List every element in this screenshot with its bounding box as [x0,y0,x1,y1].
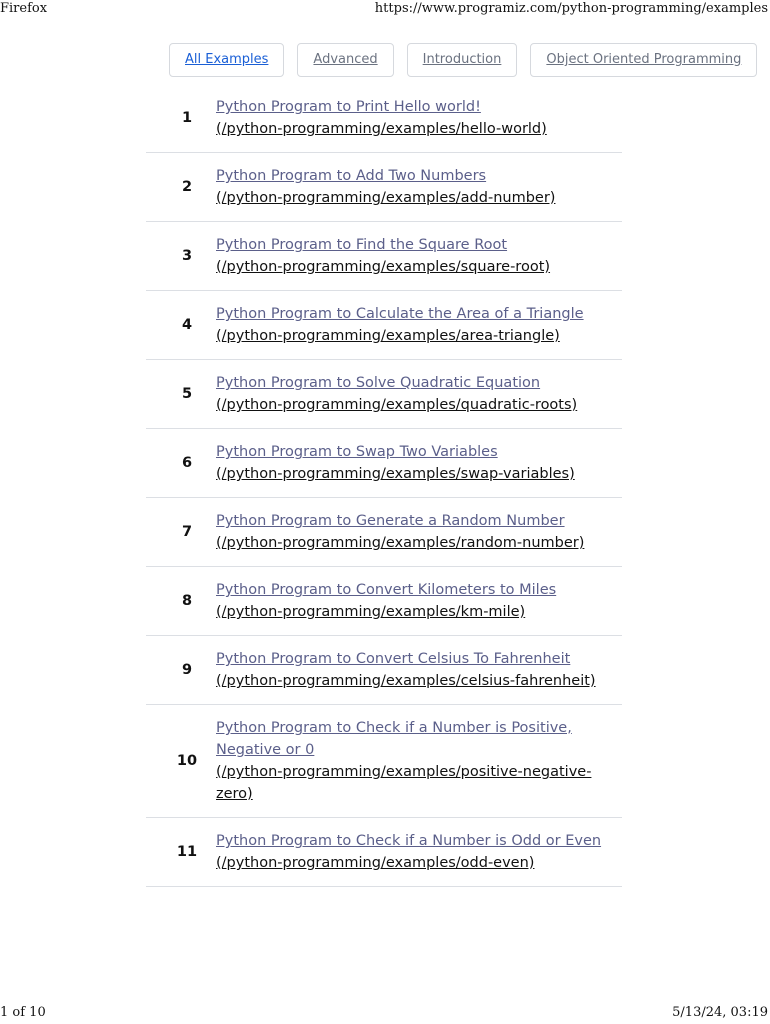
tab-object-oriented[interactable]: Object Oriented Programming [530,43,757,77]
list-item [146,567,622,636]
example-number: 6 [181,455,193,471]
list-item [146,705,622,818]
example-number: 10 [176,753,198,769]
example-number: 3 [181,248,193,264]
example-url-link[interactable]: (/python-programming/examples/swap-variables) [216,466,575,482]
tab-all-examples[interactable]: All Examples [169,43,284,77]
tab-advanced[interactable]: Advanced [297,43,393,77]
example-url-link[interactable]: (/python-programming/examples/km-mile) [216,604,526,620]
examples-list [146,84,622,887]
example-number: 5 [181,386,193,402]
example-number: 7 [181,524,193,540]
example-number: 2 [181,179,193,195]
category-tabs [169,43,742,77]
example-number: 9 [181,662,193,678]
list-item [146,222,622,291]
example-title-link[interactable]: Python Program to Convert Kilometers to Miles [216,582,557,598]
print-header [0,0,768,20]
list-item [146,84,622,153]
page-count: 1 of 10 [0,1005,46,1020]
example-title-link[interactable]: Python Program to Add Two Numbers [216,168,487,184]
list-item [146,636,622,705]
example-title-link[interactable]: Python Program to Check if a Number is Odd or Even [216,833,602,849]
print-footer [0,1004,768,1024]
example-url-link[interactable]: (/python-programming/examples/quadratic-roots) [216,397,578,413]
example-url-link[interactable]: (/python-programming/examples/odd-even) [216,855,535,871]
tab-introduction[interactable]: Introduction [407,43,518,77]
example-url-link[interactable]: (/python-programming/examples/positive-negative-zero) [216,764,592,802]
list-item [146,291,622,360]
example-title-link[interactable]: Python Program to Check if a Number is Positive, Negative or 0 [216,720,572,758]
example-url-link[interactable]: (/python-programming/examples/hello-world) [216,121,547,137]
example-number: 8 [181,593,193,609]
page-url: https://www.programiz.com/python-programming/examples [374,1,768,16]
example-number: 4 [181,317,193,333]
example-title-link[interactable]: Python Program to Calculate the Area of a Triangle [216,306,584,322]
example-title-link[interactable]: Python Program to Convert Celsius To Fahrenheit [216,651,571,667]
example-number: 1 [181,110,193,126]
list-item [146,498,622,567]
example-title-link[interactable]: Python Program to Solve Quadratic Equation [216,375,541,391]
example-url-link[interactable]: (/python-programming/examples/add-number) [216,190,556,206]
example-url-link[interactable]: (/python-programming/examples/celsius-fahrenheit) [216,673,596,689]
example-title-link[interactable]: Python Program to Generate a Random Number [216,513,565,529]
list-item [146,153,622,222]
list-item [146,818,622,887]
example-title-link[interactable]: Python Program to Find the Square Root [216,237,508,253]
example-url-link[interactable]: (/python-programming/examples/area-triangle) [216,328,560,344]
example-number: 11 [176,844,198,860]
example-title-link[interactable]: Python Program to Swap Two Variables [216,444,498,460]
example-url-link[interactable]: (/python-programming/examples/random-number) [216,535,585,551]
browser-name: Firefox [0,1,48,16]
list-item [146,360,622,429]
print-timestamp: 5/13/24, 03:19 [672,1005,768,1020]
example-url-link[interactable]: (/python-programming/examples/square-root) [216,259,551,275]
example-title-link[interactable]: Python Program to Print Hello world! [216,99,481,115]
list-item [146,429,622,498]
